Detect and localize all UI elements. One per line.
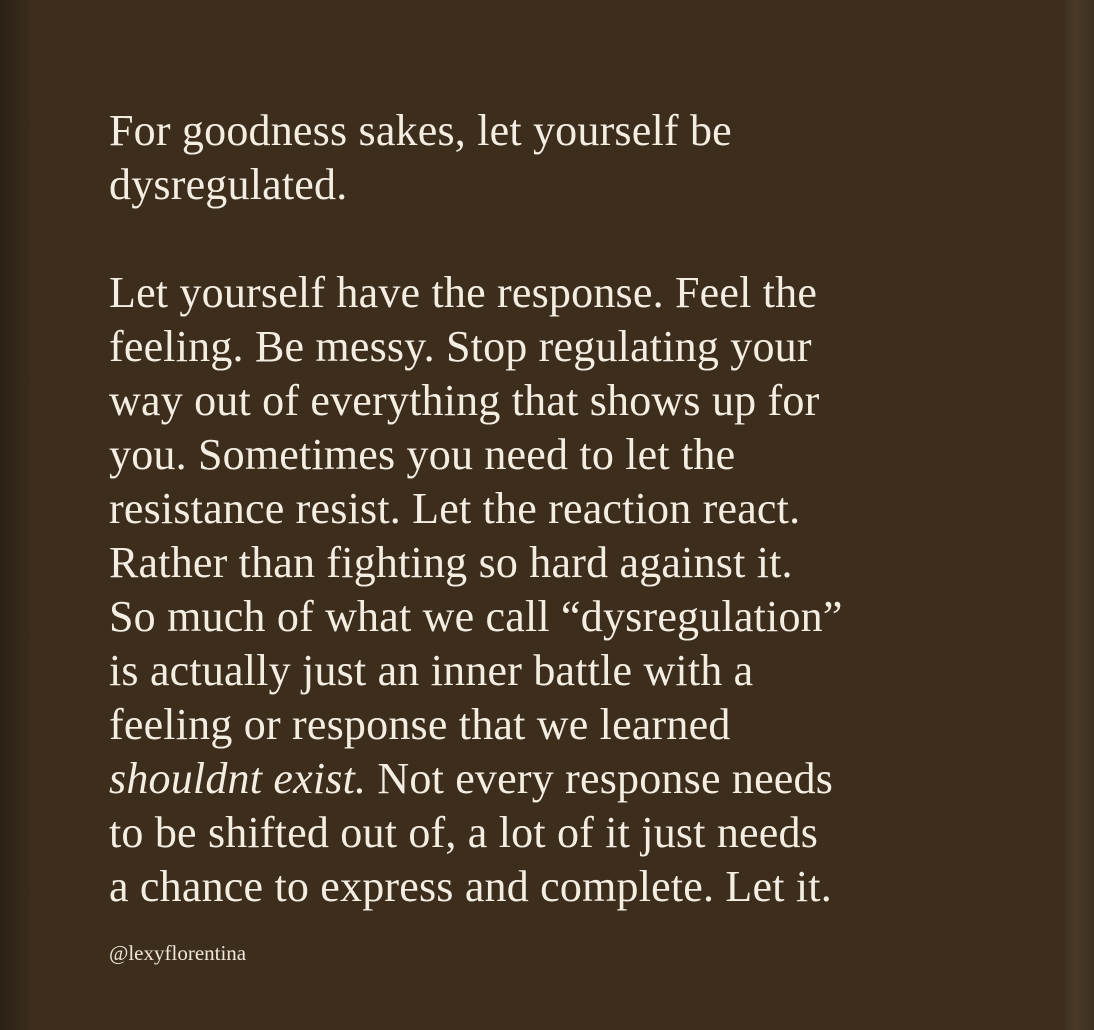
quote-line: way out of everything that shows up for [109, 376, 820, 425]
quote-line: Rather than fighting so hard against it. [109, 538, 793, 587]
after-emphasis-text: Not every response needs [366, 754, 834, 803]
paragraph-gap [109, 212, 939, 266]
quote-line: you. Sometimes you need to let the [109, 430, 736, 479]
quote-line: Let yourself have the response. Feel the [109, 268, 818, 317]
quote-line: resistance resist. Let the reaction react. [109, 484, 801, 533]
quote-line-emphasis [109, 752, 939, 806]
author-handle: @lexyflorentina [109, 941, 247, 965]
quote-text [109, 104, 939, 914]
quote-line: For goodness sakes, let yourself be [109, 106, 732, 155]
emphasis-text: shouldnt exist. [109, 754, 367, 803]
quote-line: feeling or response that we learned [109, 700, 731, 749]
quote-line: a chance to express and complete. Let it. [109, 862, 832, 911]
quote-line: So much of what we call “dysregulation” [109, 592, 843, 641]
quote-line: to be shifted out of, a lot of it just needs [109, 808, 819, 857]
quote-line: feeling. Be messy. Stop regulating your [109, 322, 812, 371]
quote-line: dysregulated. [109, 160, 348, 209]
quote-line: is actually just an inner battle with a [109, 646, 754, 695]
